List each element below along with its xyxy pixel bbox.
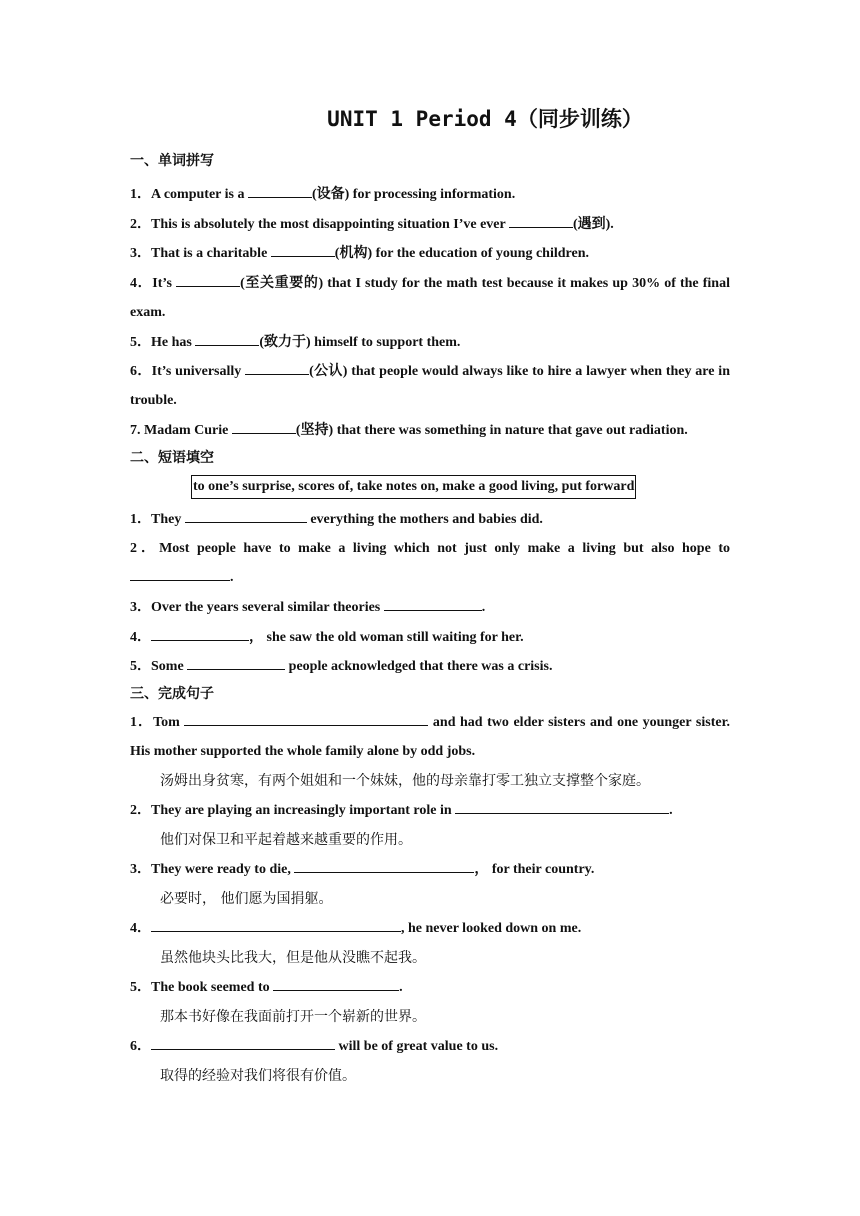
item-text: 1．Tom (130, 714, 185, 730)
item-text: 1．They (130, 511, 185, 527)
item-text: people acknowledged that there was a crisis. (285, 659, 553, 674)
sentence-item-2 (130, 796, 730, 826)
sentence-translation-2: 他们对保卫和平起着越来越重要的作用。 (160, 831, 412, 848)
spelling-item-5 (130, 328, 730, 358)
phrase-item-5 (130, 652, 730, 682)
item-text: . (669, 803, 673, 818)
item-text: will be of great value to us. (335, 1039, 499, 1054)
item-text: ， she saw the old woman still waiting for her. (249, 629, 524, 645)
section-heading-spelling: 一、单词拼写 (130, 153, 214, 169)
answer-blank[interactable] (151, 626, 249, 641)
spelling-item-1 (130, 180, 730, 210)
section-heading-phrases: 二、短语填空 (130, 449, 214, 466)
answer-blank[interactable] (455, 799, 669, 814)
item-text: (坚持) that there was something in nature that gave out radiation. (295, 423, 688, 438)
spelling-item-7 (130, 416, 730, 446)
answer-blank[interactable] (245, 360, 309, 375)
page-title: UNIT 1 Period 4（同步训练） (327, 107, 643, 131)
sentence-item-3 (130, 855, 730, 885)
item-text: (公认) that people would always like to hire a lawyer when they are in trouble. (130, 364, 730, 408)
item-text: 3．They were ready to die, (130, 862, 295, 877)
item-text: 2．This is absolutely the most disappointing situation I’ve ever (130, 216, 509, 232)
sentence-item-6 (130, 1032, 730, 1062)
item-text: . (481, 600, 486, 615)
phrase-item-2 (130, 534, 730, 592)
answer-blank[interactable] (184, 711, 428, 726)
answer-blank[interactable] (151, 1035, 335, 1050)
answer-blank[interactable] (509, 213, 573, 228)
sentence-translation-4: 虽然他块头比我大，但是他从没瞧不起我。 (160, 949, 426, 966)
answer-blank[interactable] (294, 858, 474, 873)
answer-blank[interactable] (176, 272, 240, 287)
item-text: 5．He has (130, 334, 196, 350)
item-text: 3．Over the years several similar theories (130, 600, 384, 615)
item-text: 7. Madam Curie (130, 423, 232, 438)
item-text: 1．A computer is a (130, 187, 248, 202)
item-text: 3．That is a charitable (130, 246, 271, 261)
answer-blank[interactable] (384, 596, 482, 611)
item-text: (致力于) himself to support them. (259, 334, 461, 350)
spelling-item-3 (130, 239, 730, 269)
phrase-item-4 (130, 623, 730, 653)
item-text: 2．They are playing an increasingly important role in (130, 803, 456, 818)
item-text: ， for their country. (474, 862, 595, 877)
item-text: 4． (130, 629, 151, 645)
item-text: and had two elder sisters and one younger sister. His mother supported the whole family alone by odd jobs. (130, 714, 730, 759)
spelling-item-6 (130, 357, 730, 415)
answer-blank[interactable] (273, 976, 399, 991)
answer-blank[interactable] (185, 508, 307, 523)
answer-blank[interactable] (130, 566, 230, 581)
sentence-translation-3: 必要时， 他们愿为国捐躯。 (160, 890, 333, 907)
item-text: . (399, 980, 403, 995)
spelling-item-4 (130, 269, 730, 327)
phrase-bank-box: to one’s surprise, scores of, take notes on, make a good living, put forward (191, 475, 636, 499)
answer-blank[interactable] (271, 242, 335, 257)
item-text: 5．Some (130, 659, 188, 674)
answer-blank[interactable] (248, 183, 312, 198)
item-text: 5．The book seemed to (130, 980, 274, 995)
item-text: (机构) for the education of young children. (334, 246, 589, 261)
item-text: 4． (130, 921, 151, 936)
item-text: , he never looked down on me. (401, 921, 582, 936)
section-heading-sentences: 三、完成句子 (130, 685, 214, 702)
item-text: 6． (130, 1039, 151, 1054)
item-text: (遇到). (572, 216, 614, 232)
item-text: everything the mothers and babies did. (306, 511, 543, 527)
phrase-item-3 (130, 593, 730, 623)
sentence-translation-6: 取得的经验对我们将很有价值。 (160, 1067, 356, 1084)
item-text: (至关重要的) that I study for the math test because it makes up 30% of the final exam. (130, 275, 730, 320)
sentence-translation-1: 汤姆出身贫寒，有两个姐姐和一个妹妹，他的母亲靠打零工独立支撑整个家庭。 (160, 772, 650, 789)
item-text: (设备) for processing information. (311, 187, 516, 202)
sentence-translation-5: 那本书好像在我面前打开一个崭新的世界。 (160, 1008, 426, 1025)
answer-blank[interactable] (232, 419, 296, 434)
item-text: 6．It’s universally (130, 364, 246, 379)
answer-blank[interactable] (195, 331, 259, 346)
item-text: . (230, 570, 234, 585)
answer-blank[interactable] (151, 917, 401, 932)
phrase-item-1 (130, 505, 730, 535)
worksheet-page (130, 104, 730, 1091)
item-text: 4．It’s (130, 275, 177, 291)
sentence-item-1 (130, 708, 730, 766)
spelling-item-2 (130, 210, 730, 240)
answer-blank[interactable] (187, 655, 285, 670)
item-text: 2．Most people have to make a living which not just only make a living but also hope to (130, 541, 730, 556)
sentence-item-4 (130, 914, 730, 944)
sentence-item-5 (130, 973, 730, 1003)
